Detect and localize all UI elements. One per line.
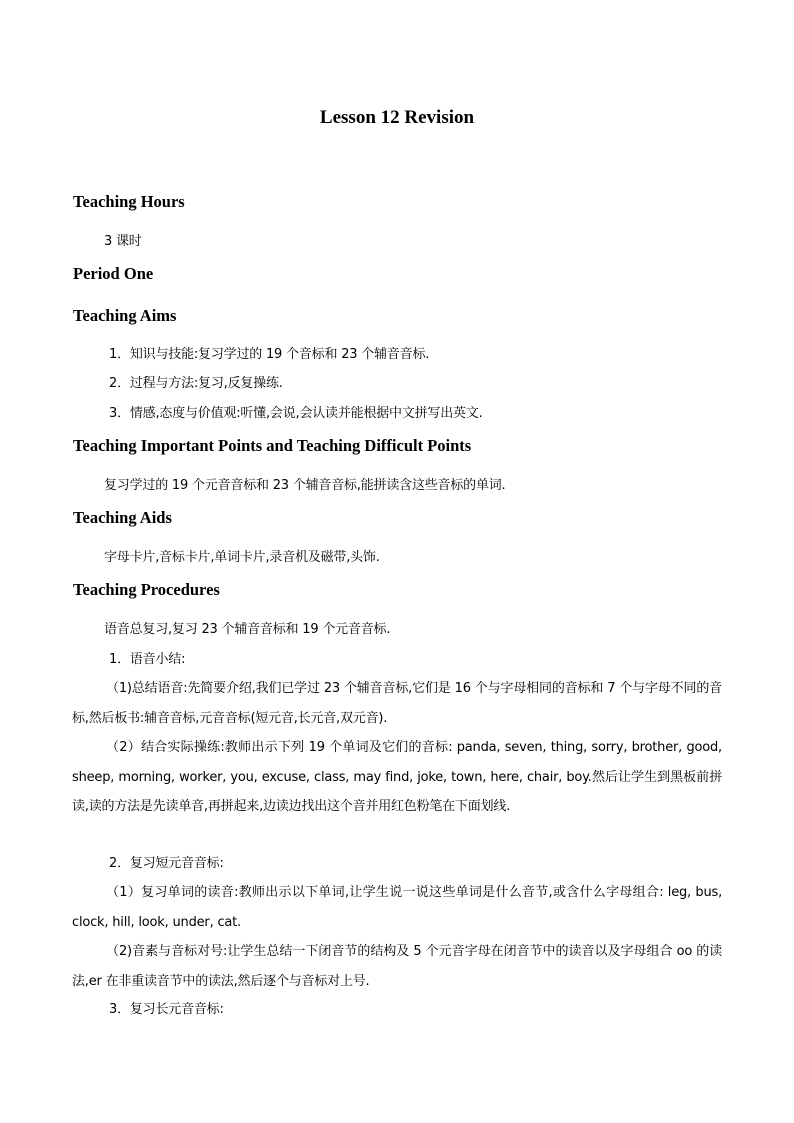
teaching-aim-item: 2．过程与方法:复习,反复操练. xyxy=(109,376,283,391)
teaching-aim-item: 3．情感,态度与价值观:听懂,会说,会认读并能根据中文拼写出英文. xyxy=(109,406,483,421)
procedure-step-2: 2．复习短元音音标: xyxy=(109,856,224,871)
procedures-intro: 语音总复习,复习 23 个辅音音标和 19 个元音音标. xyxy=(104,622,391,637)
procedure-step-3: 3．复习长元音音标: xyxy=(109,1002,224,1017)
document-title: Lesson 12 Revision xyxy=(319,107,475,128)
procedure-step-1-paragraph-1: （1)总结语音:先简要介绍,我们已学过 23 个辅音音标,它们是 16 个与字母相同的音标和 7 个与字母不同的音标,然后板书:辅音音标,元音音标(短元音,长元音,双元音). xyxy=(72,681,722,726)
procedure-step-2-paragraph-1: （1）复习单词的读音:教师出示以下单词,让学生说一说这些单词是什么音节,或含什么字母组合: leg, bus, clock, hill, look, under, cat. xyxy=(72,885,722,930)
important-points-content: 复习学过的 19 个元音音标和 23 个辅音音标,能拼读含这些音标的单词. xyxy=(104,478,506,493)
heading-teaching-hours: Teaching Hours xyxy=(73,192,185,211)
heading-important-points: Teaching Important Points and Teaching Difficult Points xyxy=(73,436,472,455)
teaching-hours-content: 3 课时 xyxy=(104,234,142,249)
procedure-step-2-paragraph-2: （2)音素与音标对号:让学生总结一下闭音节的结构及 5 个元音字母在闭音节中的读音以及字母组合 oo 的读法,er 在非重读音节中的读法,然后逐个与音标对上号. xyxy=(72,944,722,989)
heading-teaching-procedures: Teaching Procedures xyxy=(73,580,220,599)
heading-period-one: Period One xyxy=(73,264,154,283)
heading-teaching-aids: Teaching Aids xyxy=(73,508,172,527)
heading-teaching-aims: Teaching Aims xyxy=(73,306,177,325)
procedure-step-1-paragraph-2: （2）结合实际操练:教师出示下列 19 个单词及它们的音标: panda, seven, thing, sorry, brother, good, sheep, morning, worker, you, excuse, class, may find, joke, town, here, chair, boy.然后让学生到黑板前拼读,读的方法是先读单音,再拼起来,边读边找出这个音并用红色粉笔在下面划线. xyxy=(72,740,722,814)
teaching-aids-content: 字母卡片,音标卡片,单词卡片,录音机及磁带,头饰. xyxy=(104,550,380,565)
procedure-step-1: 1．语音小结: xyxy=(109,652,186,667)
teaching-aim-item: 1．知识与技能:复习学过的 19 个音标和 23 个辅音音标. xyxy=(109,347,430,362)
